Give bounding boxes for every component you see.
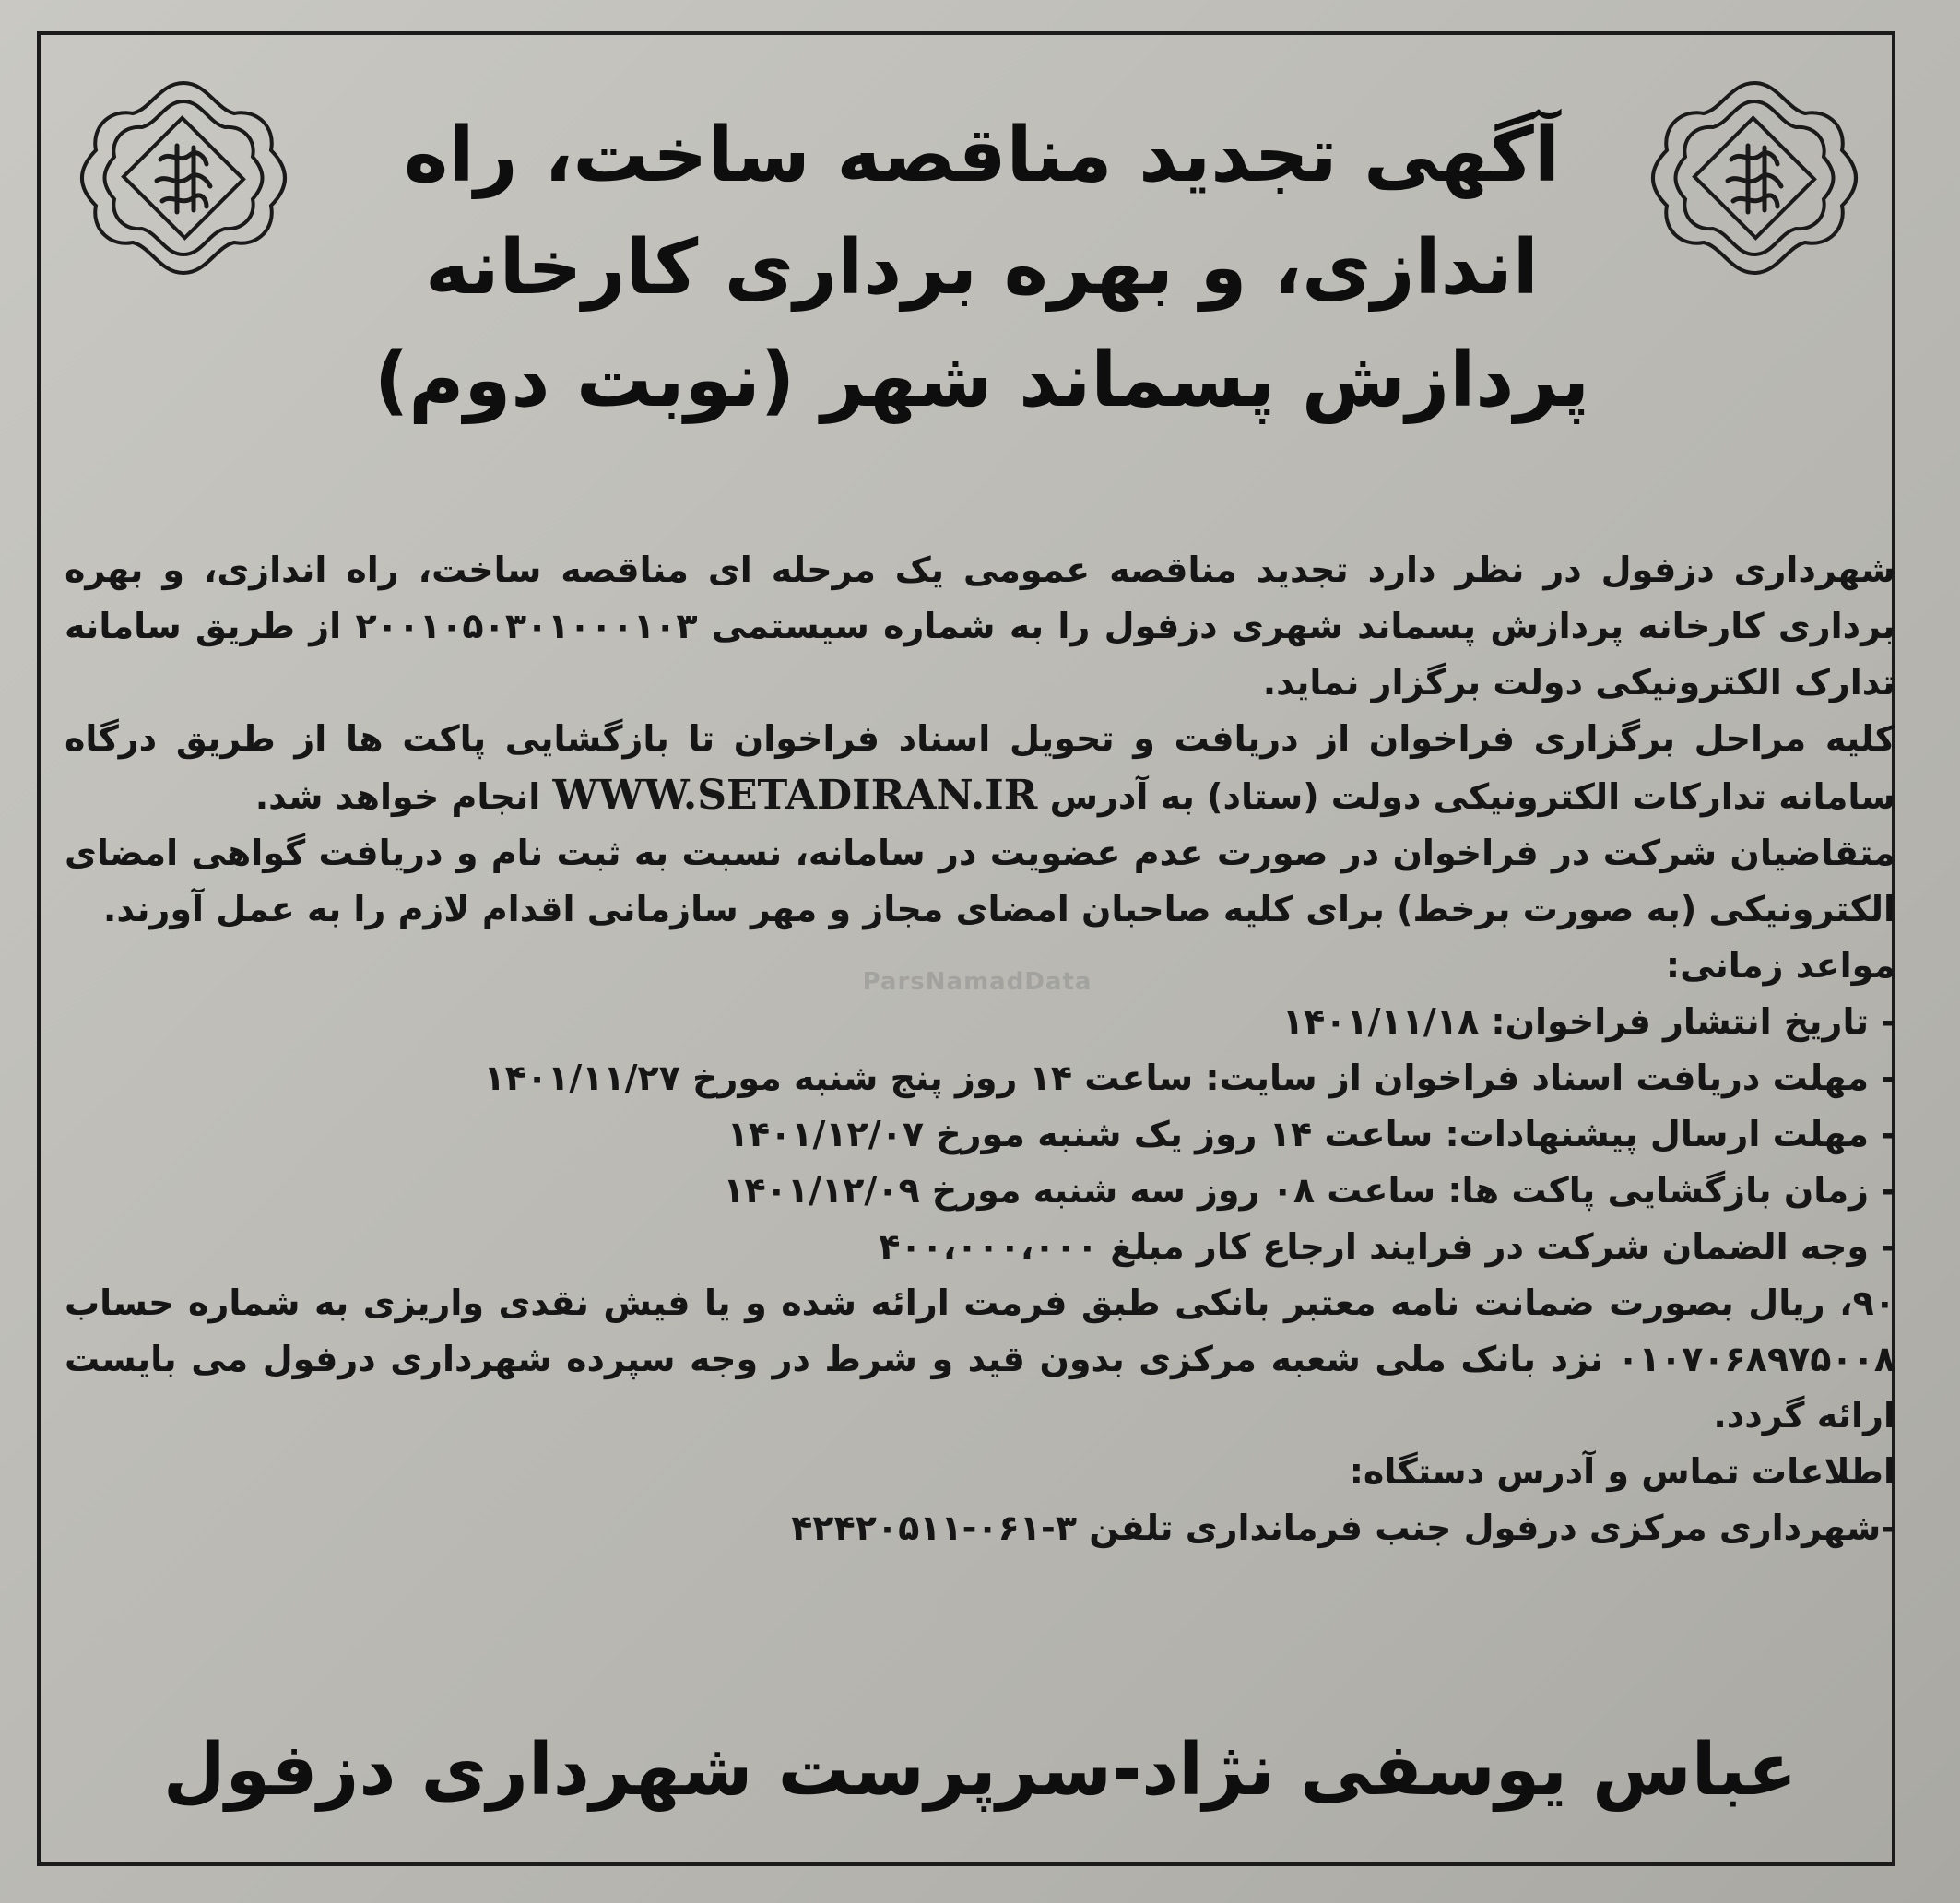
title-line-3: پردازش پسماند شهر (نوبت دوم) — [373, 337, 1590, 424]
schedule-list — [65, 994, 1895, 1275]
title-line-2: اندازی، و بهره برداری کارخانه — [425, 224, 1539, 312]
guarantee-paragraph: ۹۰، ریال بصورت ضمانت نامه معتبر بانکی طبق فرمت ارائه شده و یا فیش نقدی واریزی به شماره حساب ۰۱۰۷۰۶۸۹۷۵۰۰۸ نزد بانک ملی شعبه مرکزی بدون قید و شرط در وجه سپرده شهرداری درفول می بایست ارائه گردد. — [65, 1282, 1895, 1436]
signature-line: عباس یوسفی نژاد-سرپرست شهرداری دزفول — [162, 1729, 1798, 1812]
contact-line: -شهرداری مرکزی درفول جنب فرمانداری تلفن ۳-۰۶۱-۴۲۴۲۰۵۱۱ — [791, 1507, 1895, 1548]
schedule-heading: مواعد زمانی: — [1665, 945, 1895, 986]
schedule-item: - مهلت ارسال پیشنهادات: ساعت ۱۴ روز یک شنبه مورخ ۱۴۰۱/۱۲/۰۷ — [65, 1106, 1895, 1163]
setadiran-link[interactable]: WWW.SETADIRAN.IR — [552, 772, 1038, 819]
dezful-municipality-emblem-icon — [1639, 72, 1870, 284]
notice-title — [341, 100, 1623, 437]
applicants-paragraph: متقاضیان شرکت در فراخوان در صورت عدم عضویت در سامانه، نسبت به ثبت نام و دریافت گواهی امضای الکترونیکی (به صورت برخط) برای کلیه صاحبان امضای مجاز و مهر سازمانی اقدام لازم را به عمل آورند. — [65, 833, 1895, 929]
intro-paragraph: شهرداری دزفول در نظر دارد تجدید مناقصه عمومی یک مرحله ای مناقصه ساخت، راه اندازی، و بهره برداری کارخانه پردازش پسماند شهری دزفول را به شماره سیستمی ۲۰۰۱۰۵۰۳۰۱۰۰۰۱۰۳ از طریق سامانه تدارک الکترونیکی دولت برگزار نماید. — [65, 550, 1895, 703]
schedule-item: - تاریخ انتشار فراخوان: ۱۴۰۱/۱۱/۱۸ — [65, 994, 1895, 1050]
stages-text-end: انجام خواهد شد. — [254, 776, 541, 817]
stages-text: کلیه مراحل برگزاری فراخوان از دریافت و تحویل اسناد فراخوان تا بازگشایی پاکت ها از طریق درگاه سامانه تدارکات الکترونیکی دولت (ستاد) به آدرس — [65, 718, 1895, 817]
municipality-logo-left — [68, 72, 299, 284]
municipality-logo-right — [1639, 72, 1870, 284]
contact-heading: اطلاعات تماس و آدرس دستگاه: — [1349, 1451, 1895, 1492]
stages-paragraph — [65, 711, 1895, 825]
schedule-item: - مهلت دریافت اسناد فراخوان از سایت: ساعت ۱۴ روز پنج شنبه مورخ ۱۴۰۱/۱۱/۲۷ — [65, 1050, 1895, 1106]
watermark-name: ParsNamadData — [862, 968, 1092, 996]
schedule-item: - زمان بازگشایی پاکت ها: ساعت ۰۸ روز سه شنبه مورخ ۱۴۰۱/۱۲/۰۹ — [65, 1163, 1895, 1219]
notice-body — [65, 542, 1895, 1556]
title-line-1: آگهی تجدید مناقصه ساخت، راه — [404, 112, 1560, 199]
dezful-municipality-emblem-icon — [68, 72, 299, 284]
schedule-item: - وجه الضمان شرکت در فرایند ارجاع کار مبلغ ۴۰۰،۰۰۰،۰۰۰ — [65, 1219, 1895, 1275]
